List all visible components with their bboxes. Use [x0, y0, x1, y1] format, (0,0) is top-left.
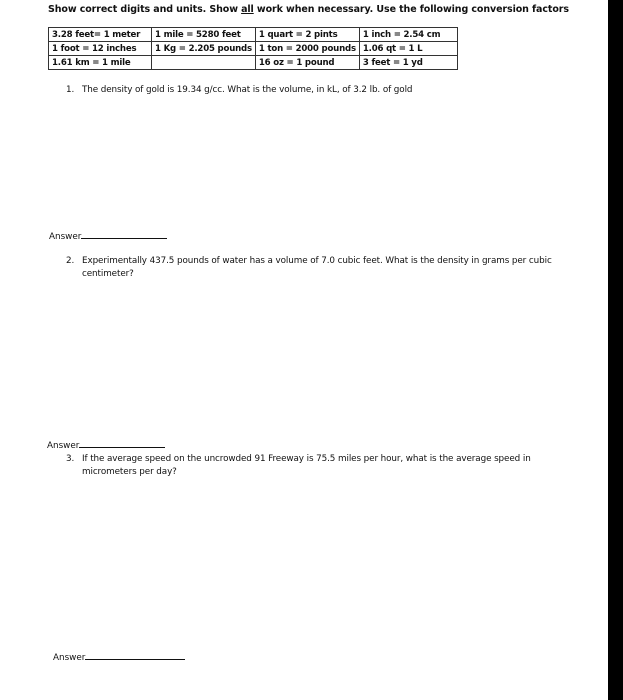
- question-number: 3.: [66, 454, 75, 464]
- table-cell: 3 feet = 1 yd: [359, 56, 457, 70]
- table-cell: 1 inch = 2.54 cm: [359, 28, 457, 42]
- question-text: The density of gold is 19.34 g/cc. What is the volume, in kL, of 3.2 lb. of gold: [82, 85, 413, 95]
- table-cell: 1.06 qt = 1 L: [359, 42, 457, 56]
- question-number: 1.: [66, 85, 75, 95]
- table-cell: 3.28 feet= 1 meter: [49, 28, 152, 42]
- table-cell: 16 oz = 1 pound: [255, 56, 359, 70]
- table-cell: 1 mile = 5280 feet: [152, 28, 256, 42]
- table-cell: 1 Kg = 2.205 pounds: [152, 42, 256, 56]
- answer-line-3[interactable]: [85, 650, 185, 660]
- answer-label: Answer: [47, 441, 80, 451]
- answer-label: Answer: [49, 232, 82, 242]
- instructions-header: Show correct digits and units. Show all work when necessary. Use the following conversion factors: [48, 4, 569, 15]
- table-cell: 1 ton = 2000 pounds: [255, 42, 359, 56]
- question-number: 2.: [66, 256, 75, 266]
- question-text: If the average speed on the uncrowded 91 Freeway is 75.5 miles per hour, what is the average speed in micrometers per day?: [82, 454, 531, 477]
- table-cell: 1.61 km = 1 mile: [49, 56, 152, 70]
- table-cell: [152, 56, 256, 70]
- emphasis-all: all: [241, 4, 254, 15]
- question-text: Experimentally 437.5 pounds of water has a volume of 7.0 cubic feet. What is the density in grams per cubic centimeter?: [82, 256, 552, 279]
- answer-2: [47, 438, 165, 451]
- answer-3: [53, 650, 185, 663]
- table-cell: 1 foot = 12 inches: [49, 42, 152, 56]
- table-row: [49, 56, 458, 70]
- table-row: [49, 42, 458, 56]
- answer-line-1[interactable]: [81, 229, 167, 239]
- table-cell: 1 quart = 2 pints: [255, 28, 359, 42]
- table-row: [49, 28, 458, 42]
- conversion-factors-table: [48, 27, 458, 70]
- answer-1: [49, 229, 167, 242]
- right-edge-border: [608, 0, 623, 700]
- answer-line-2[interactable]: [79, 438, 165, 448]
- answer-label: Answer: [53, 653, 86, 663]
